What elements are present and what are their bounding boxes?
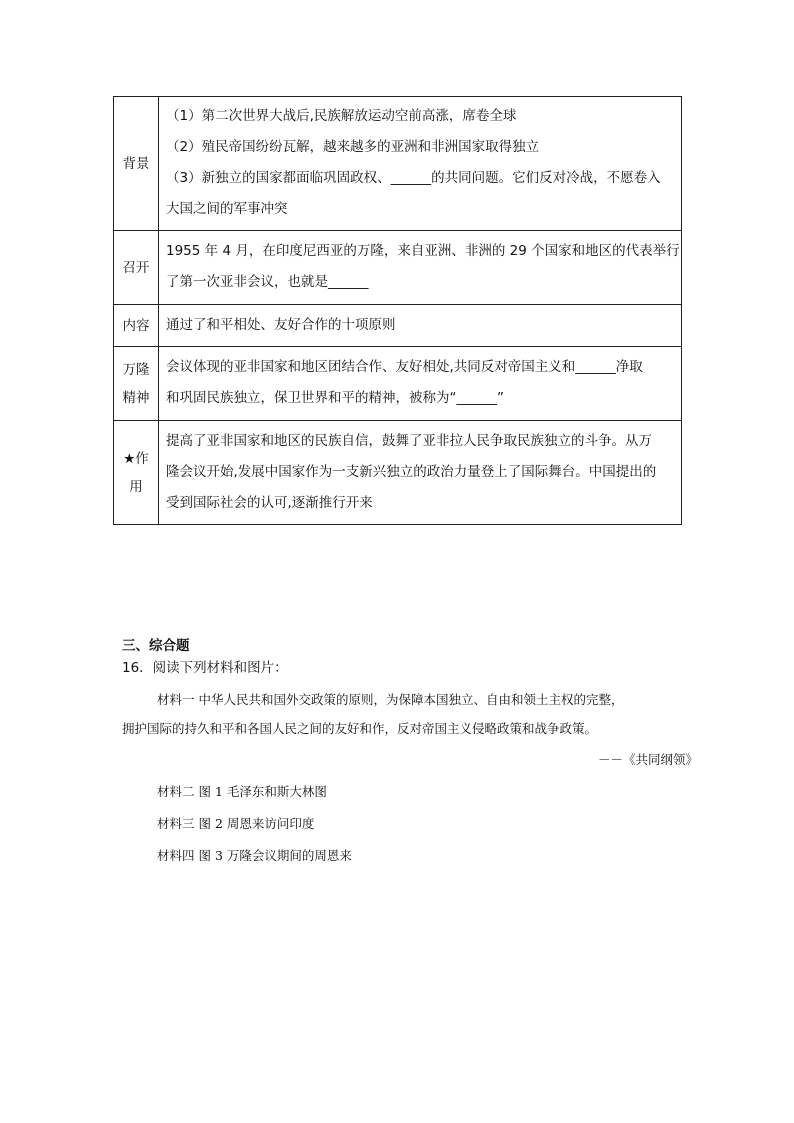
row-label: 召开	[114, 231, 159, 305]
material-one-source: －－《共同纲领》	[597, 752, 698, 767]
material-two: 材料二 图 1 毛泽东和斯大林图	[157, 784, 327, 799]
material-one-line-1: 材料一 中华人民共和国外交政策的原则，为保障本国独立、自由和领土主权的完整，	[157, 692, 624, 707]
table-row-convening	[114, 231, 682, 305]
row-content: 1955 年 4 月，在印度尼西亚的万隆，来自亚洲、非洲的 29 个国家和地区的代表举行 了第一次亚非会议，也就是______	[159, 231, 682, 305]
material-three: 材料三 图 2 周恩来访问印度	[157, 816, 315, 831]
row-label: 内容	[114, 305, 159, 347]
section-heading: 三、综合题	[122, 638, 190, 654]
row-content: 提高了亚非国家和地区的民族自信，鼓舞了亚非拉人民争取民族独立的斗争。从万 隆会议开始,发展中国家作为一支新兴独立的政治力量登上了国际舞台。中国提出的 受到国际社会的认可,逐渐推行开来	[159, 421, 682, 525]
table-row-effect	[114, 421, 682, 525]
row-content: 通过了和平相处、友好合作的十项原则	[159, 305, 682, 347]
row-label: 背景	[114, 97, 159, 231]
row-label: 万隆 精神	[114, 347, 159, 421]
row-label: ★作 用	[114, 421, 159, 525]
row-content: （1）第二次世界大战后,民族解放运动空前高涨，席卷全球 （2）殖民帝国纷纷瓦解，越来越多的亚洲和非洲国家取得独立 （3）新独立的国家都面临巩固政权、______的共同问题。它们反对冷战，不愿卷入 大国之间的军事冲突	[159, 97, 682, 231]
table-row-content	[114, 305, 682, 347]
material-one-line-2: 拥护国际的持久和平和各国人民之间的友好和作，反对帝国主义侵略政策和战争政策。	[122, 721, 598, 736]
row-content: 会议体现的亚非国家和地区团结合作、友好相处,共同反对帝国主义和______净取 和巩固民族独立，保卫世界和平的精神，被称为“______”	[159, 347, 682, 421]
material-four: 材料四 图 3 万隆会议期间的周恩来	[157, 848, 352, 863]
question-prompt: 16．阅读下列材料和图片：	[122, 660, 288, 676]
history-summary-table	[113, 96, 682, 525]
table-row-background	[114, 97, 682, 231]
table-row-bandung-spirit	[114, 347, 682, 421]
